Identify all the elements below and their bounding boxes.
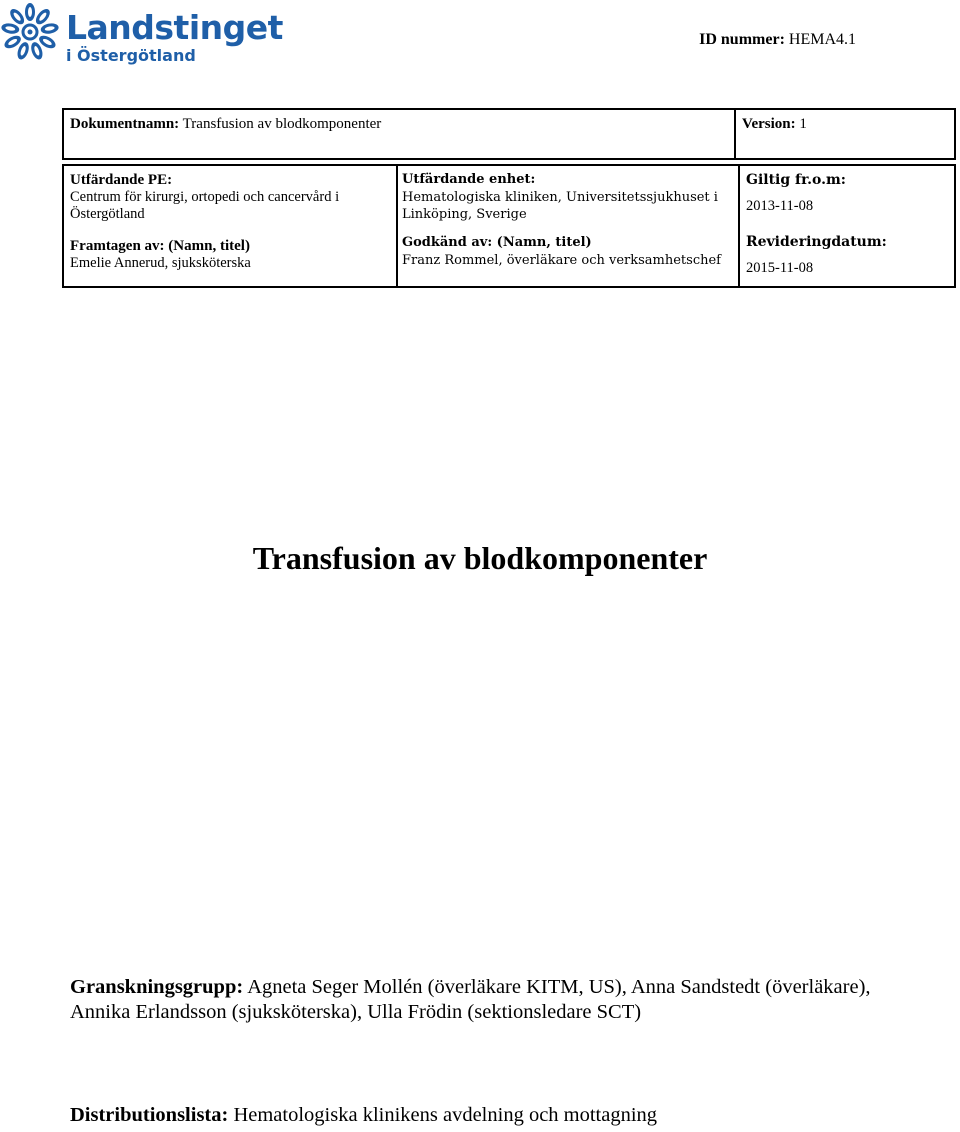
- valid-from-value: 2013-11-08: [746, 198, 814, 214]
- approved-by: [402, 234, 732, 269]
- logo-name: Landstinget: [66, 8, 283, 47]
- distribution-label: Distributionslista:: [70, 1104, 229, 1126]
- distribution-list: [70, 1104, 657, 1127]
- id-number-value: HEMA4.1: [788, 31, 856, 48]
- logo-region: i Östergötland: [66, 46, 196, 65]
- document-name-value: Transfusion av blodkomponenter: [182, 116, 382, 132]
- version-label: Version:: [742, 116, 796, 132]
- header-row-details: [62, 164, 956, 288]
- review-group-label: Granskningsgrupp:: [70, 976, 244, 998]
- valid-from: [746, 171, 946, 215]
- version: [742, 116, 807, 133]
- distribution-text: Hematologiska klinikens avdelning och mottagning: [233, 1104, 658, 1126]
- approved-by-value: Franz Rommel, överläkare och verksamhetschef: [402, 253, 721, 268]
- column-divider: [396, 166, 398, 286]
- valid-from-label: Giltig fr.o.m:: [746, 172, 846, 188]
- version-value: 1: [799, 116, 807, 132]
- issuing-unit-value: Hematologiska kliniken, Universitetssjukhuset i Linköping, Sverige: [402, 190, 718, 222]
- document-name-label: Dokumentnamn:: [70, 116, 180, 132]
- id-number: [699, 31, 856, 49]
- revision-date-value: 2015-11-08: [746, 260, 814, 276]
- issuing-pe: [70, 171, 390, 223]
- prepared-by: [70, 237, 390, 272]
- row-divider: [734, 110, 736, 158]
- revision-date-label: Revideringdatum:: [746, 234, 887, 250]
- revision-date: [746, 233, 946, 277]
- issuing-pe-label: Utfärdande PE:: [70, 172, 173, 188]
- column-divider: [738, 166, 740, 286]
- issuing-unit-label: Utfärdande enhet:: [402, 172, 536, 187]
- approved-by-label: Godkänd av: (Namn, titel): [402, 235, 592, 250]
- review-group-text: Agneta Seger Mollén (överläkare KITM, US), Anna Sandstedt (överläkare), Annika Erlandsson (sjuksköterska), Ulla Frödin (sektionsledare SCT): [70, 976, 871, 1023]
- review-group: [70, 975, 900, 1025]
- prepared-by-label: Framtagen av: (Namn, titel): [70, 238, 250, 254]
- issuing-pe-value: Centrum för kirurgi, ortopedi och cancervård i Östergötland: [70, 189, 340, 222]
- page-title: Transfusion av blodkomponenter: [252, 540, 708, 576]
- id-number-label: ID nummer:: [699, 31, 785, 48]
- flower-emblem-icon: [0, 0, 64, 64]
- document-name: [70, 116, 381, 133]
- issuing-unit: [402, 171, 732, 223]
- prepared-by-value: Emelie Annerud, sjuksköterska: [70, 255, 251, 271]
- header-row-document: [62, 108, 956, 160]
